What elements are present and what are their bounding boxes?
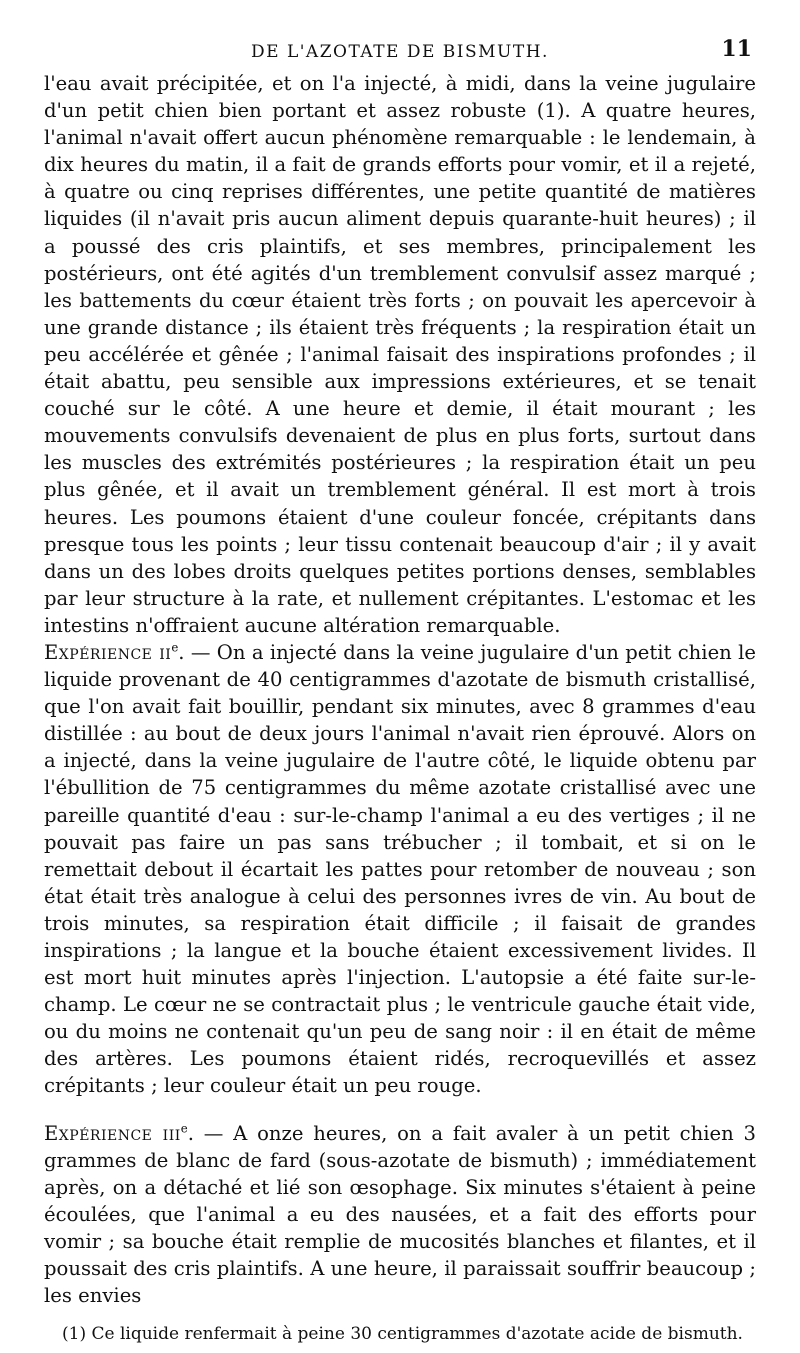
paragraph-1-text: l'eau avait précipitée, et on l'a injecté, à midi, dans la veine jugulaire d'un petit chien bien portant et assez robuste (1). A quatre heures, l'animal n'avait offert aucun phénomène remarquable : le lendemain, à dix heures du matin, il a fait de grands efforts pour vomir, et il a rejeté, à quatre ou cinq reprises différentes, une petite quantité de matières liquides (il n'avait pris aucun aliment depuis quarante-huit heures) ; il a poussé des cris plaintifs, et ses membres, principalement les postérieurs, ont été agités d'un tremblement convulsif assez marqué ; les battements du cœur étaient très forts ; on pouvait les apercevoir à une grande distance ; ils étaient très fréquents ; la respiration était un peu accélérée et gênée ; l'animal faisait des inspirations profondes ; il était abattu, peu sensible aux impressions extérieures, et se tenait couché sur le côté. A une heure et demie, il était mourant ; les mouvements convulsifs devenaient de plus en plus forts, surtout dans les muscles des extrémités postérieures ; la respiration était un peu plus gênée, et il avait un tremblement général. Il est mort à trois heures. Les poumons étaient d'une couleur foncée, crépitants dans presque tous les points ; leur tissu contenait beaucoup d'air ; il y avait dans un des lobes droits quelques petites portions denses, semblables par leur structure à la rate, et nullement crépitantes. L'estomac et les intestins n'offraient aucune altération remarquable. <box>44 72 756 637</box>
body-text <box>44 70 756 1309</box>
footnote: (1) Ce liquide renfermait à peine 30 centigrammes d'azotate acide de bismuth. <box>62 1324 743 1345</box>
experience-2-label-sup: e <box>171 640 179 655</box>
experience-3-label: Expérience iii <box>44 1121 181 1145</box>
experience-2-text: . — On a injecté dans la veine jugulaire d'un petit chien le liquide provenant de 40 centigrammes d'azotate de bismuth cristallisé, que l'on avait fait bouillir, pendant six minutes, avec 8 grammes d'eau distillée : au bout de deux jours l'animal n'avait rien éprouvé. Alors on a injecté, dans la veine jugulaire de l'autre côté, le liquide obtenu par l'ébullition de 75 centigrammes du même azotate cristallisé avec une pareille quantité d'eau : sur-le-champ l'animal a eu des vertiges ; il ne pouvait pas faire un pas sans trébucher ; il tombait, et si on le remettait debout il écartait les pattes pour retomber de nouveau ; son état était très analogue à celui des personnes ivres de vin. Au bout de trois minutes, sa respiration était difficile ; il faisait de grandes inspirations ; la langue et la bouche étaient excessivement livides. Il est mort huit minutes après l'injection. L'autopsie a été faite sur-le-champ. Le cœur ne se contractait plus ; le ventricule gauche était vide, ou du moins ne contenait qu'un peu de sang noir : il en était de même des artères. Les poumons étaient ridés, recroquevillés et assez crépitants ; leur couleur était un peu rouge. <box>44 640 757 1098</box>
experience-2-label: Expérience ii <box>44 640 172 664</box>
experience-3-text: . — A onze heures, on a fait avaler à un petit chien 3 grammes de blanc de fard (sous-azotate de bismuth) ; immédiatement après, on a détaché et lié son œsophage. Six minutes s'étaient à peine écoulées, que l'animal a eu des nausées, et a fait des efforts pour vomir ; sa bouche était remplie de mucosités blanches et filantes, et il poussait des cris plaintifs. A une heure, il paraissait souffrir beaucoup ; les envies <box>44 1121 756 1308</box>
paragraph-experience-2 <box>44 639 756 1100</box>
paragraph-1 <box>44 70 756 639</box>
paragraph-experience-3 <box>44 1120 756 1310</box>
running-title: DE L'AZOTATE DE BISMUTH. <box>251 42 549 62</box>
page-number: 11 <box>721 36 752 62</box>
page-header <box>44 34 756 70</box>
experience-3-label-sup: e <box>180 1121 188 1136</box>
